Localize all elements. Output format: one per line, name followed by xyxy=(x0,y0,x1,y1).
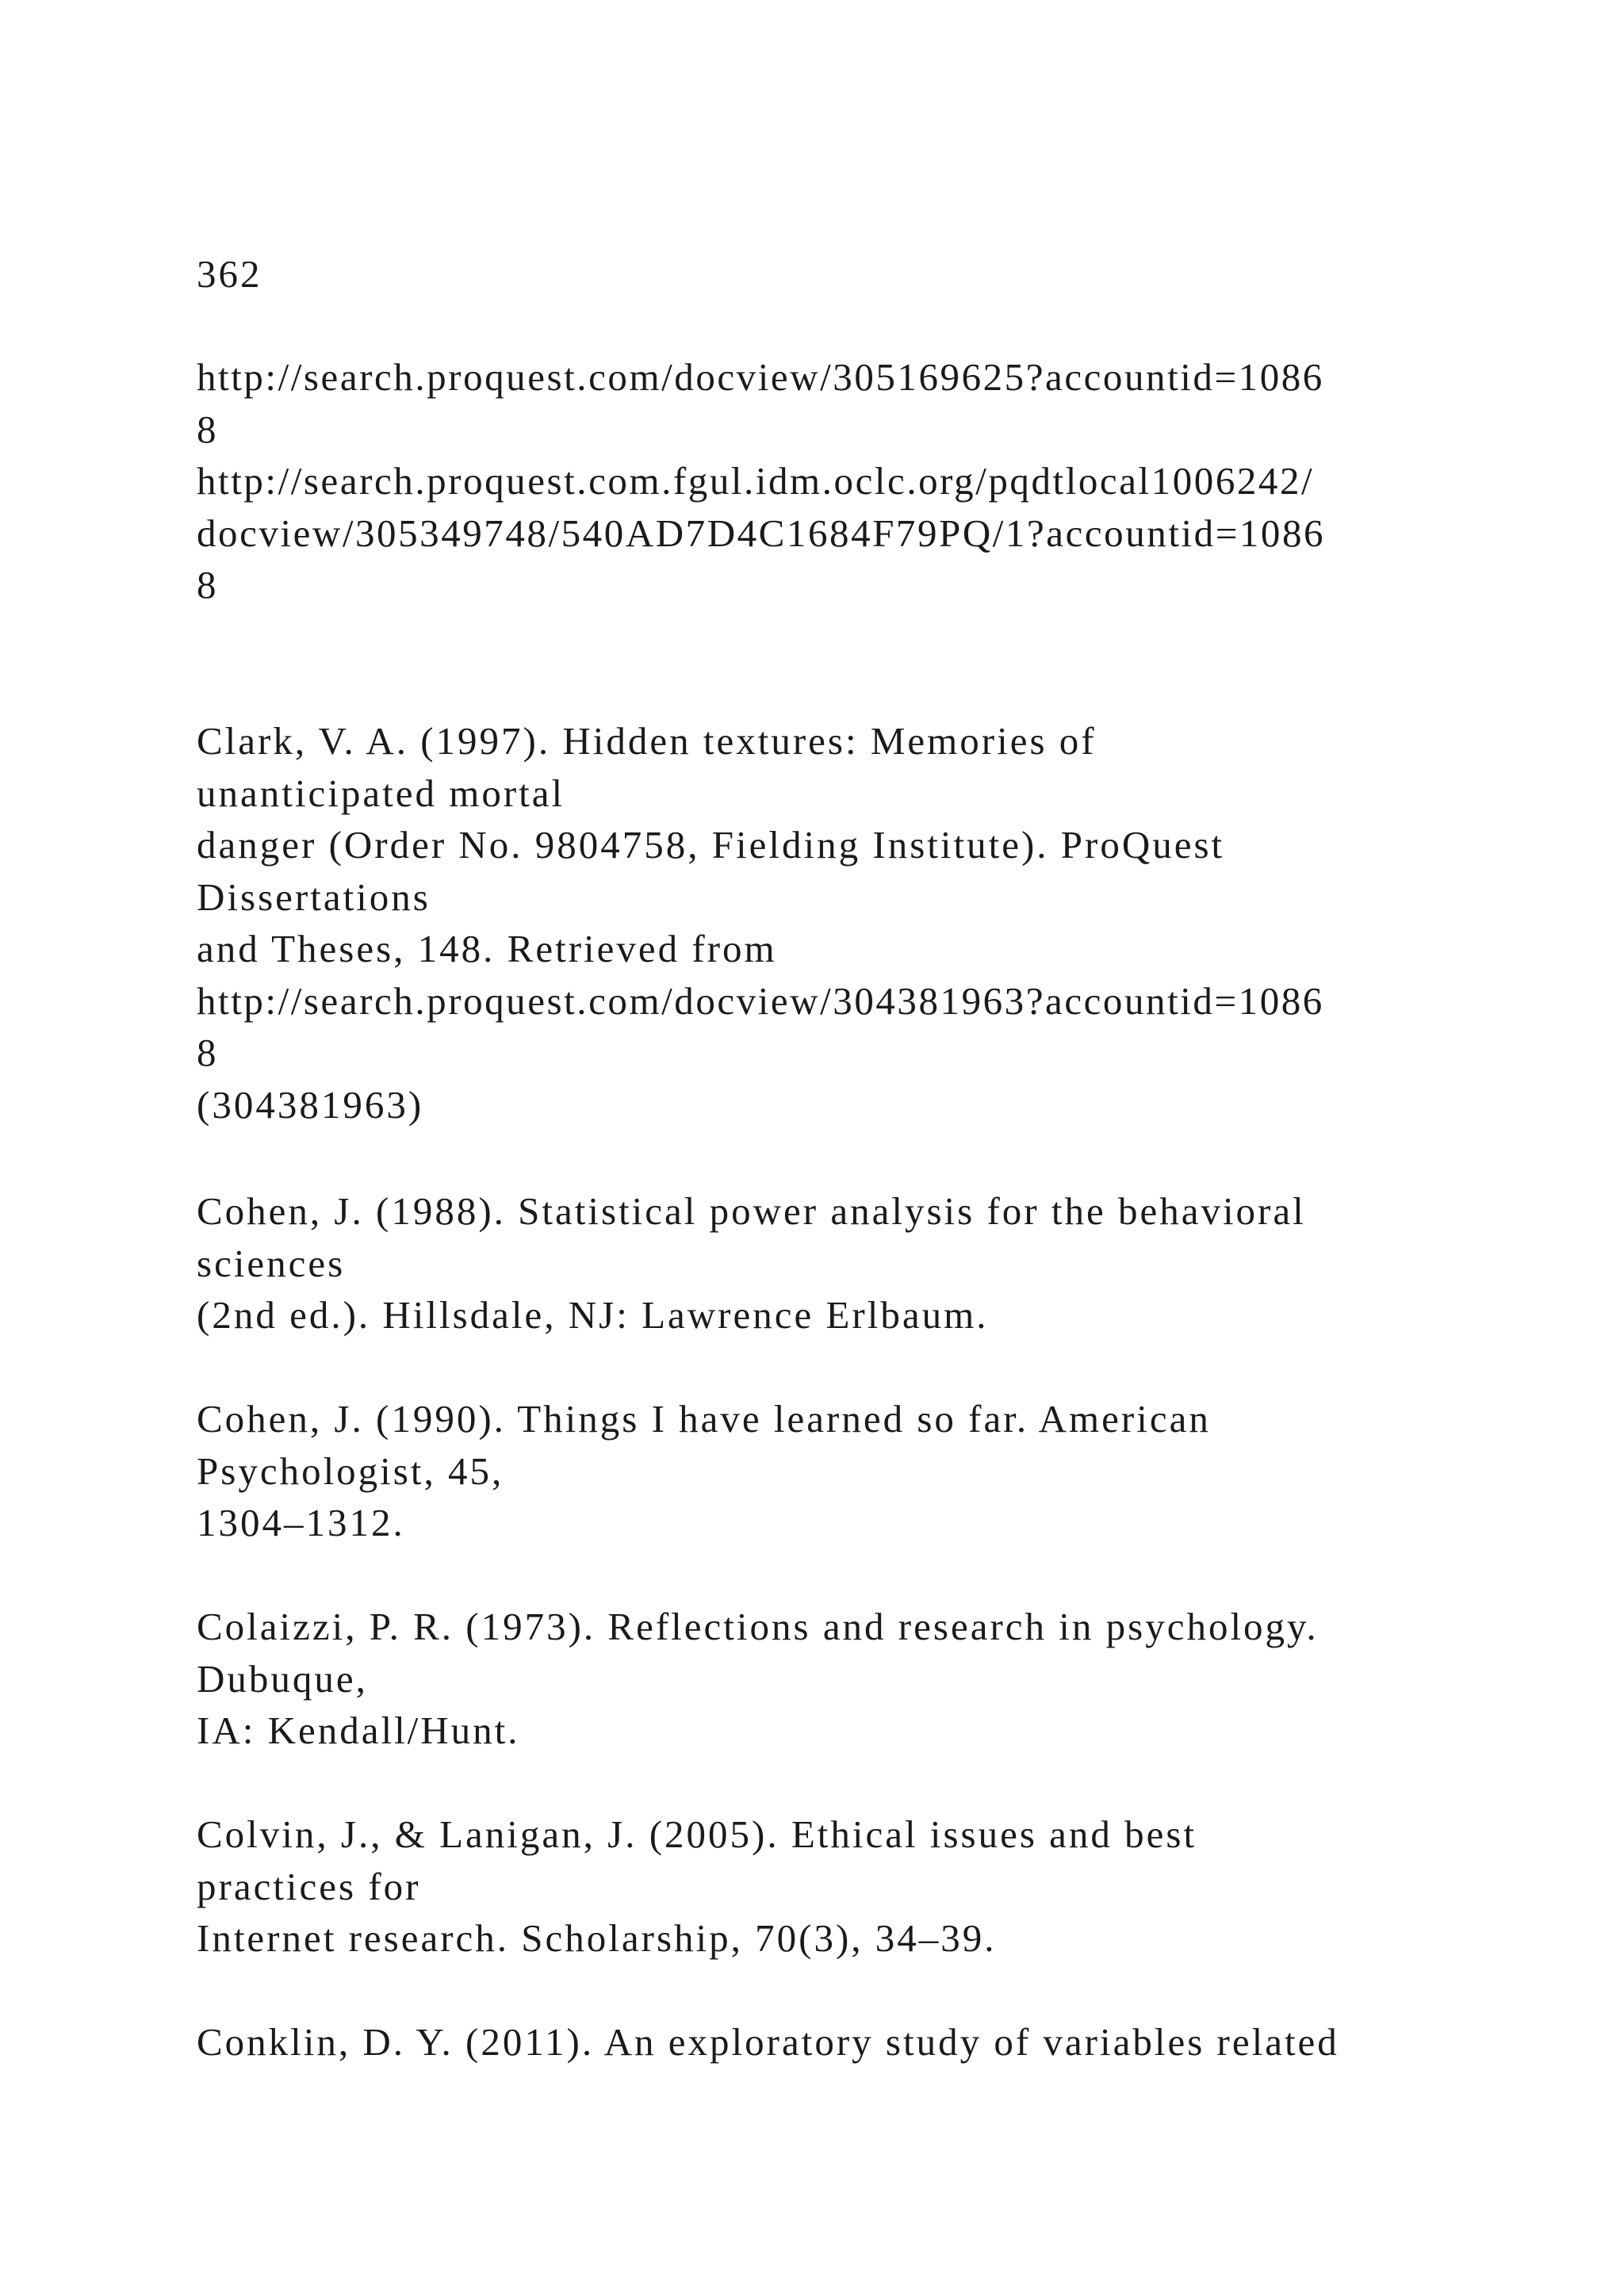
reference-line: and Theses, 148. Retrieved from xyxy=(197,927,777,970)
reference-line: practices for xyxy=(197,1864,421,1908)
reference-line: Cohen, J. (1990). Things I have learned so far. American xyxy=(197,1397,1211,1441)
reference-line: sciences xyxy=(197,1241,346,1285)
reference-line: IA: Kendall/Hunt. xyxy=(197,1709,520,1752)
reference-cohen-1988 xyxy=(197,1185,1545,1341)
reference-colvin-2005 xyxy=(197,1808,1545,1965)
url-line: http://search.proquest.com/docview/305169625?accountid=1086 xyxy=(197,355,1324,399)
url-line: 8 xyxy=(197,407,219,451)
reference-line: Internet research. Scholarship, 70(3), 34–39. xyxy=(197,1916,997,1960)
page-number xyxy=(197,248,1545,300)
reference-line: Psychologist, 45, xyxy=(197,1448,504,1493)
reference-cohen-1990 xyxy=(197,1393,1545,1549)
reference-line: Conklin, D. Y. (2011). An exploratory study of variables related xyxy=(197,2020,1339,2064)
reference-line: (2nd ed.). Hillsdale, NJ: Lawrence Erlbaum. xyxy=(197,1293,989,1337)
reference-clark-1997 xyxy=(197,715,1545,1131)
reference-line: Dubuque, xyxy=(197,1656,368,1701)
reference-line: Clark, V. A. (1997). Hidden textures: Memories of xyxy=(197,719,1097,763)
reference-line: http://search.proquest.com/docview/304381963?accountid=1086 xyxy=(197,978,1324,1023)
reference-line: unanticipated mortal xyxy=(197,771,565,815)
reference-line: Colaizzi, P. R. (1973). Reflections and research in psychology. xyxy=(197,1605,1319,1648)
url-line: docview/305349748/540AD7D4C1684F79PQ/1?accountid=1086 xyxy=(197,511,1326,555)
reference-line: Colvin, J., & Lanigan, J. (2005). Ethical issues and best xyxy=(197,1812,1197,1856)
url-line: 8 xyxy=(197,563,219,607)
reference-line: Cohen, J. (1988). Statistical power analysis for the behavioral xyxy=(197,1189,1306,1233)
reference-line: danger (Order No. 9804758, Fielding Institute). ProQuest xyxy=(197,823,1225,867)
page-number-text: 362 xyxy=(197,252,262,296)
reference-line: 8 xyxy=(197,1031,219,1074)
url-block xyxy=(197,351,1545,611)
url-line: http://search.proquest.com.fgul.idm.oclc.org/pqdtlocal1006242/ xyxy=(197,459,1315,503)
reference-line: Dissertations xyxy=(197,874,431,919)
reference-line: 1304–1312. xyxy=(197,1501,405,1544)
reference-line: (304381963) xyxy=(197,1082,424,1127)
reference-colaizzi-1973 xyxy=(197,1601,1545,1757)
reference-conklin-2011 xyxy=(197,2016,1545,2068)
